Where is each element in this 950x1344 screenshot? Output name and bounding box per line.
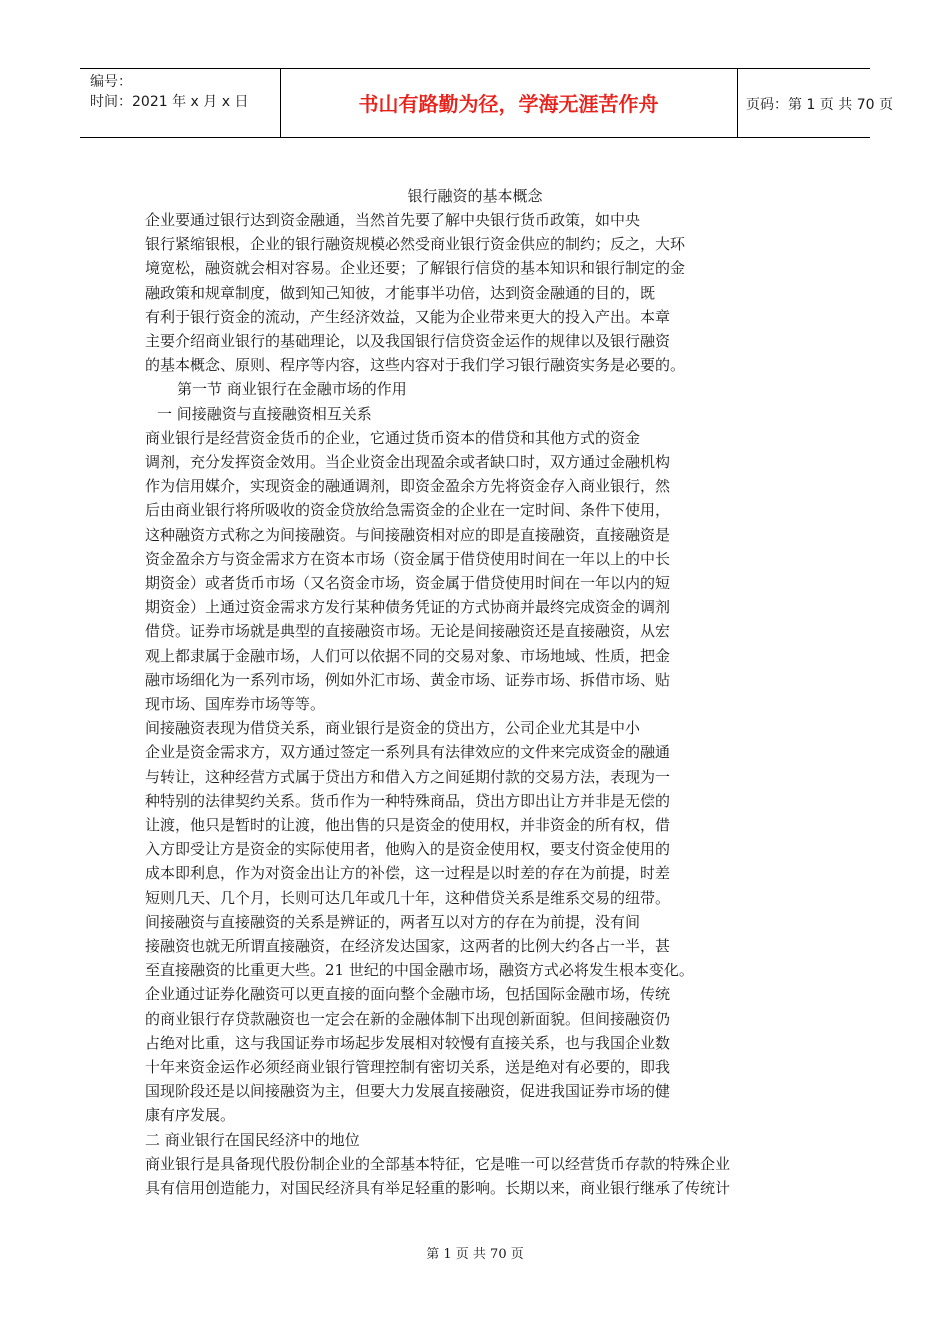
body-line: 商业银行是经营资金货币的企业，它通过货币资本的借贷和其他方式的资金 bbox=[145, 428, 641, 447]
header-motto-cell bbox=[280, 69, 738, 137]
body-line: 有利于银行资金的流动，产生经济效益，又能为企业带来更大的投入产出。本章 bbox=[145, 307, 671, 326]
body-line: 观上都隶属于金融市场，人们可以依据不同的交易对象、市场地域、性质，把金 bbox=[145, 646, 671, 665]
body-line: 企业通过证券化融资可以更直接的面向整个金融市场，包括国际金融市场，传统 bbox=[145, 985, 671, 1004]
body-line: 短则几天、几个月，长则可达几年或几十年，这种借贷关系是维系交易的纽带。 bbox=[145, 888, 671, 907]
body-line: 具有信用创造能力，对国民经济具有举足轻重的影响。长期以来，商业银行继承了传统计 bbox=[145, 1179, 731, 1197]
body-line: 境宽松，融资就会相对容易。企业还要；了解银行信贷的基本知识和银行制定的金 bbox=[145, 259, 686, 278]
body-line: 期资金）或者货币市场（又名资金市场，资金属于借贷使用时间在一年以内的短 bbox=[145, 574, 671, 592]
body-line: 银行紧缩银根，企业的银行融资规模必然受商业银行资金供应的制约；反之，大环 bbox=[145, 235, 686, 254]
page-footer: 第 1 页 共 70 页 bbox=[426, 1247, 524, 1262]
body-line: 商业银行是具备现代股份制企业的全部基本特征，它是唯一可以经营货币存款的特殊企业 bbox=[145, 1154, 731, 1173]
body-line: 的基本概念、原则、程序等内容，这些内容对于我们学习银行融资实务是必要的。 bbox=[145, 356, 686, 375]
body-line: 让渡，他只是暂时的让渡，他出售的只是资金的使用权，并非资金的所有权，借 bbox=[145, 816, 671, 834]
body-line: 十年来资金运作必须经商业银行管理控制有密切关系，送是绝对有必要的，即我 bbox=[145, 1058, 671, 1076]
body-line: 接融资也就无所谓直接融资，在经济发达国家，这两者的比例大约各占一半，甚 bbox=[145, 937, 671, 955]
body-line: 与转让，这种经营方式属于贷出方和借入方之间延期付款的交易方法，表现为一 bbox=[145, 767, 671, 786]
body-line: 占绝对比重，这与我国证券市场起步发展相对较慢有直接关系，也与我国企业数 bbox=[145, 1033, 671, 1052]
header-motto: 书山有路勤为径，学海无涯苦作舟 bbox=[358, 92, 659, 116]
body-line: 借贷。证券市场就是典型的直接融资市场。无论是间接融资还是直接融资，从宏 bbox=[145, 622, 671, 641]
document-title: 银行融资的基本概念 bbox=[407, 187, 543, 205]
subsection-heading: 二 商业银行在国民经济中的地位 bbox=[145, 1130, 360, 1149]
body-line: 后由商业银行将所吸收的资金贷放给急需资金的企业在一定时间、条件下使用， bbox=[145, 501, 671, 520]
subsection-heading: 一 间接融资与直接融资相互关系 bbox=[157, 404, 372, 423]
body-line: 至直接融资的比重更大些。21 世纪的中国金融市场，融资方式必将发生根本变化。 bbox=[145, 961, 694, 980]
header-page-info: 页码：第 1 页 共 70 页 bbox=[746, 97, 893, 113]
body-line: 间接融资表现为借贷关系，商业银行是资金的贷出方，公司企业尤其是中小 bbox=[145, 719, 641, 738]
body-line: 成本即利息，作为对资金出让方的补偿，这一过程是以时差的存在为前提，时差 bbox=[145, 864, 671, 883]
body-line: 企业是资金需求方，双方通过签定一系列具有法律效应的文件来完成资金的融通 bbox=[145, 743, 671, 762]
body-line: 期资金）上通过资金需求方发行某种债务凭证的方式协商并最终完成资金的调剂 bbox=[145, 598, 671, 617]
body-line: 入方即受让方是资金的实际使用者，他购入的是资金使用权，要支付资金使用的 bbox=[145, 840, 671, 859]
body-line: 企业要通过银行达到资金融通，当然首先要了解中央银行货币政策，如中央 bbox=[145, 211, 641, 229]
body-line: 融政策和规章制度，做到知己知彼，才能事半功倍，达到资金融通的目的，既 bbox=[145, 283, 656, 302]
body-line: 康有序发展。 bbox=[145, 1106, 236, 1125]
body-line: 这种融资方式称之为间接融资。与间接融资相对应的即是直接融资，直接融资是 bbox=[145, 525, 671, 544]
body-line: 调剂，充分发挥资金效用。当企业资金出现盈余或者缺口时，双方通过金融机构 bbox=[145, 453, 671, 471]
body-line: 作为信用媒介，实现资金的融通调剂，即资金盈余方先将资金存入商业银行，然 bbox=[145, 477, 671, 496]
section-heading: 第一节 商业银行在金融市场的作用 bbox=[177, 380, 407, 399]
body-line: 国现阶段还是以间接融资为主，但要大力发展直接融资，促进我国证券市场的健 bbox=[145, 1082, 671, 1101]
body-line: 间接融资与直接融资的关系是辨证的，两者互以对方的存在为前提，没有间 bbox=[145, 912, 641, 931]
body-line: 融市场细化为一系列市场，例如外汇市场、黄金市场、证券市场、拆借市场、贴 bbox=[145, 670, 671, 689]
document-date-label: 时间：2021 年 x 月 x 日 bbox=[90, 94, 249, 110]
page-header bbox=[80, 68, 893, 138]
body-line: 的商业银行存贷款融资也一定会在新的金融体制下出现创新面貌。但间接融资仍 bbox=[145, 1009, 671, 1028]
header-meta-cell bbox=[80, 69, 281, 137]
document-number-label: 编号： bbox=[90, 74, 132, 90]
body-line: 现市场、国库券市场等等。 bbox=[145, 695, 326, 713]
body-line: 资金盈余方与资金需求方在资本市场（资金属于借贷使用时间在一年以上的中长 bbox=[145, 549, 671, 568]
body-line: 主要介绍商业银行的基础理论，以及我国银行信贷资金运作的规律以及银行融资 bbox=[145, 332, 671, 350]
body-line: 种特别的法律契约关系。货币作为一种特殊商品，贷出方即出让方并非是无偿的 bbox=[145, 791, 671, 810]
